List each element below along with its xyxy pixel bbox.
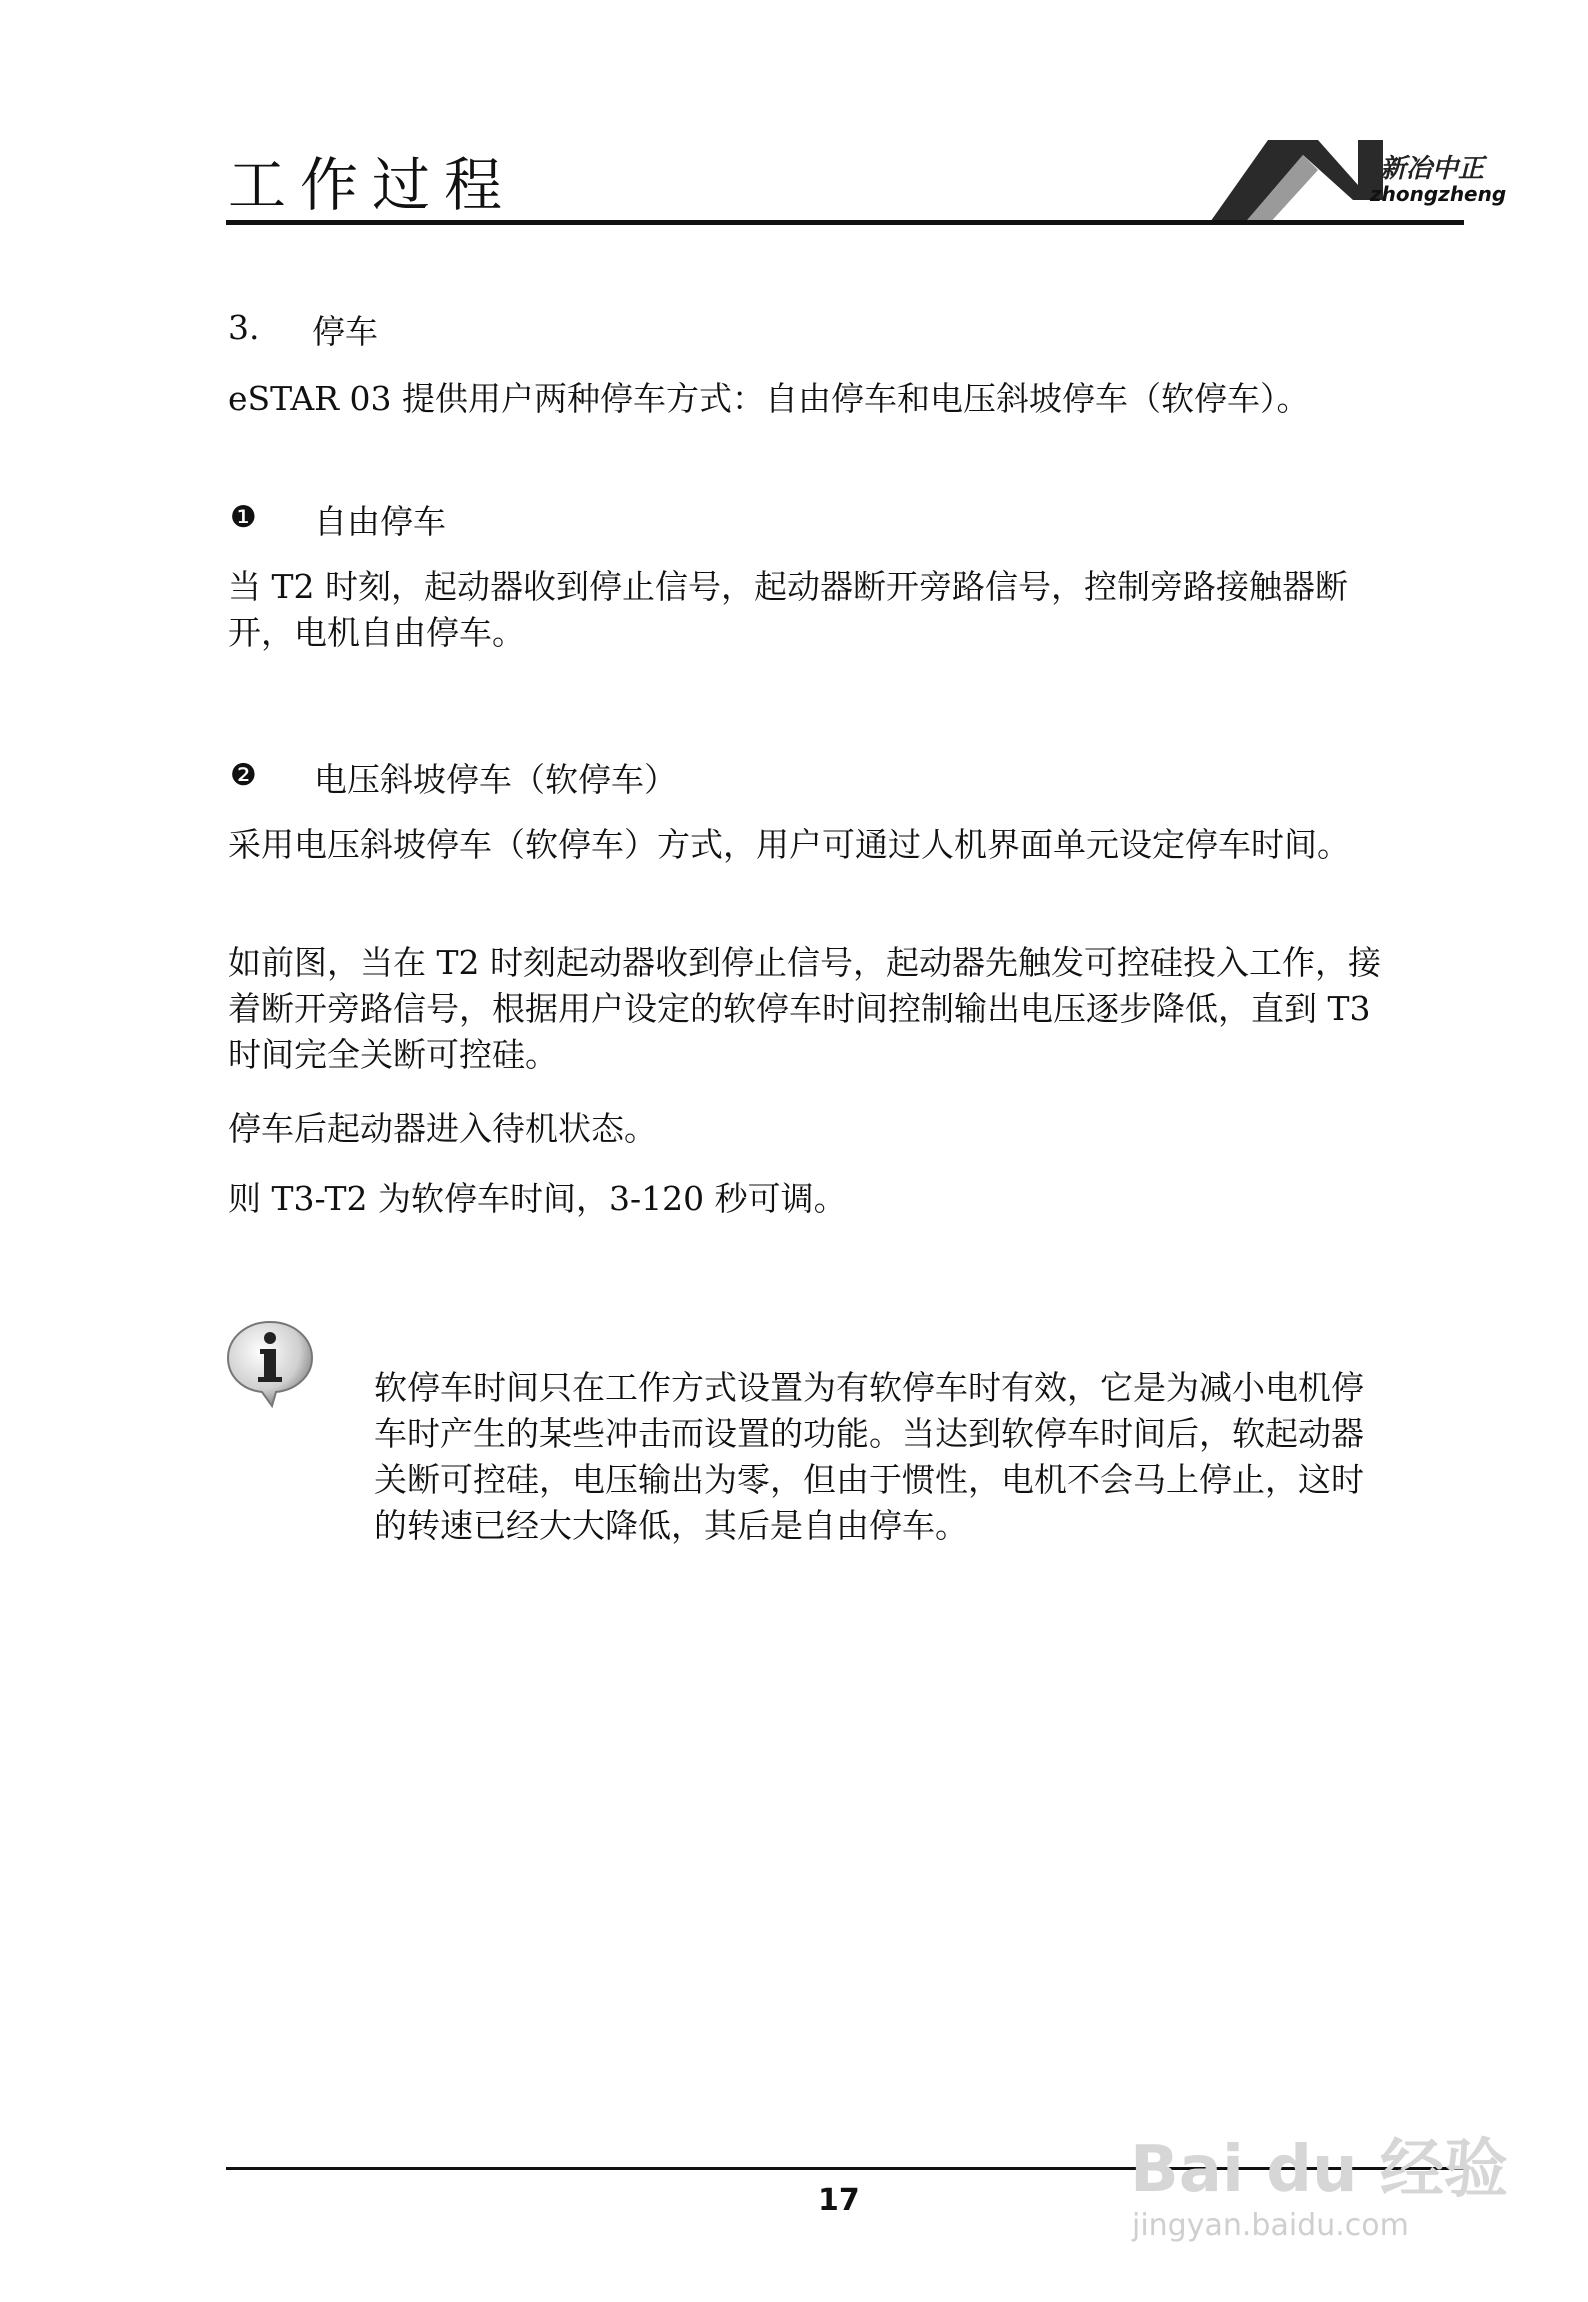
mode2-paragraph-2: 如前图，当在 T2 时刻起动器收到停止信号，起动器先触发可控硅投入工作，接着断开旁路信号，根据用户设定的软停车时间控制输出电压逐步降低，直到 T3 时间完全关断可控硅。 [228,943,1381,1074]
mode1-paragraph: 当 T2 时刻，起动器收到停止信号，起动器断开旁路信号，控制旁路接触器断开，电机自由停车。 [228,567,1348,652]
mode2-paragraph-1: 采用电压斜坡停车（软停车）方式，用户可通过人机界面单元设定停车时间。 [228,825,1350,864]
intro-paragraph: eSTAR 03 提供用户两种停车方式：自由停车和电压斜坡停车（软停车）。 [228,379,1310,418]
info-icon [224,1318,316,1408]
mode2-paragraph-4: 则 T3-T2 为软停车时间，3-120 秒可调。 [228,1179,847,1218]
header-divider [226,220,1464,225]
mode2-title: 电压斜坡停车（软停车） [314,760,677,799]
watermark-brand: Bai du 经验 [1130,2133,1508,2207]
mode2-paragraph-3: 停车后起动器进入待机状态。 [228,1109,657,1148]
bullet-1-icon: ❶ [230,500,257,535]
page-title: 工作过程 [228,151,517,219]
logo-english-subtext: zhongzheng [1370,182,1507,206]
logo-chinese-text: 新冶中正 [1380,154,1485,184]
watermark-url: jingyan.baidu.com [1132,2208,1409,2243]
note-paragraph: 软停车时间只在工作方式设置为有软停车时有效，它是为减小电机停车时产生的某些冲击而设置的功能。当达到软停车时间后，软起动器关断可控硅，电压输出为零，但由于惯性，电机不会马上停止，这时的转速已经大大降低，其后是自由停车。 [374,1368,1364,1545]
section-number: 3. [228,308,260,347]
mode1-title: 自由停车 [314,502,446,541]
bullet-2-icon: ❷ [230,758,257,793]
page-number: 17 [818,2183,860,2218]
section-title: 停车 [312,312,378,351]
